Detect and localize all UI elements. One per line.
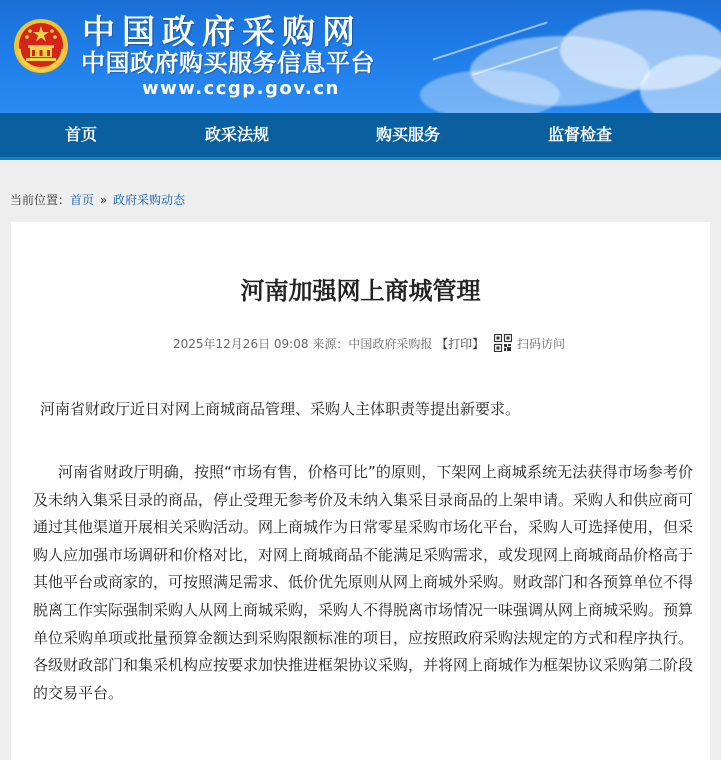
article-body-paragraph: 河南省财政厅明确，按照“市场有售，价格可比”的原则，下架网上商城系统无法获得市场参考价及未纳入集采目录的商品，停止受理无参考价及未纳入集采目录商品的上架申请。采购人和供应商可通过其他渠道开展相关采购活动。网上商城作为日常零星采购市场化平台，采购人可选择使用，但采购人应加强市场调研和价格对比，对网上商城商品不能满足采购需求，或发现网上商城商品价格高于其他平台或商家的，可按照满足需求、低价优先原则从网上商城外采购。财政部门和各预算单位不得脱离工作实际强制采购人从网上商城采购，采购人不得脱离市场情况一味强调从网上商城采购。预算单位采购单项或批量预算金额达到采购限额标准的项目，应按照政府采购法规定的方式和程序执行。各级财政部门和集采机构应按要求加快推进框架协议采购，并将网上商城作为框架协议采购第二阶段的交易平台。: [33, 463, 694, 702]
site-title: 中国政府采购网: [82, 12, 362, 51]
article-title: 河南加强网上商城管理: [240, 277, 481, 305]
header-banner: [0, 0, 721, 113]
article-datetime: 2025年12月26日 09:08: [173, 337, 309, 351]
article-source: 来源：中国政府采购报: [312, 337, 433, 351]
site-subtitle: 中国政府购买服务信息平台: [81, 49, 375, 77]
nav-item-supervision[interactable]: 监督检查: [548, 125, 613, 144]
article-meta: [173, 335, 565, 353]
nav-item-regulations[interactable]: 政采法规: [205, 125, 270, 144]
breadcrumb-separator: »: [99, 193, 108, 207]
nav-item-purchase-services[interactable]: 购买服务: [376, 125, 441, 144]
breadcrumb-home-link[interactable]: 首页: [70, 193, 95, 207]
main-nav: [0, 113, 721, 160]
site-url: www.ccgp.gov.cn: [142, 78, 340, 99]
breadcrumb-prefix: 当前位置：: [10, 193, 71, 207]
national-emblem-icon: [11, 15, 71, 75]
article-lead: 河南省财政厅近日对网上商城商品管理、采购人主体职责等提出新要求。: [40, 400, 521, 418]
nav-item-home[interactable]: 首页: [65, 125, 98, 144]
scan-visit-link[interactable]: 扫码访问: [517, 337, 566, 351]
print-link[interactable]: 【打印】: [436, 337, 485, 351]
qr-code-icon[interactable]: [494, 334, 512, 352]
breadcrumb-section-link[interactable]: 政府采购动态: [113, 193, 186, 207]
breadcrumb: [10, 191, 185, 209]
